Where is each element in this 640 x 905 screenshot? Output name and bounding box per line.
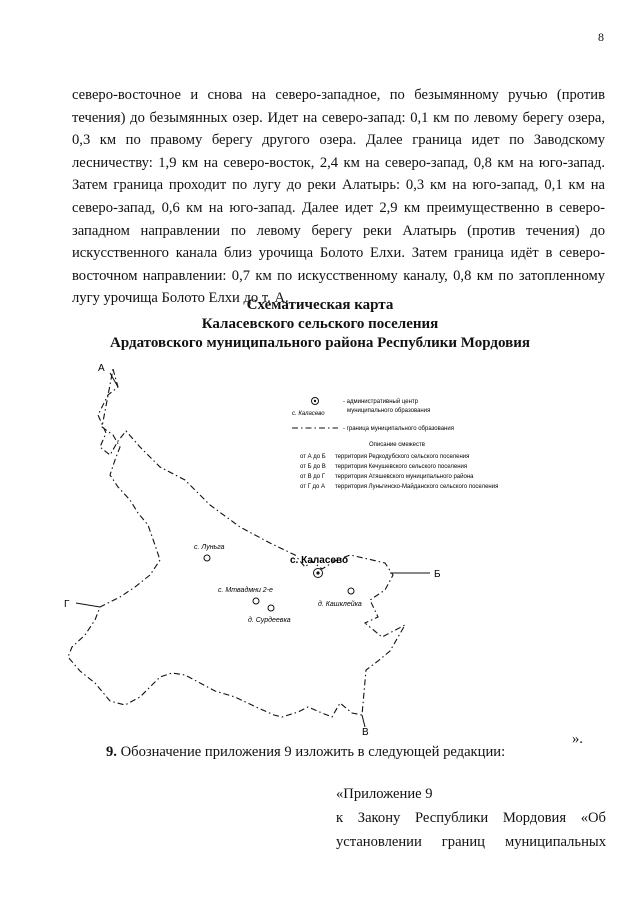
neighbor-text-3: территория Атяшевского муниципального района — [335, 474, 474, 480]
point-v-leader — [362, 715, 365, 727]
neighbor-text-4: территория Луньгинско-Майданского сельского поселения — [335, 484, 499, 490]
legend-center-desc-2: муниципального образования — [347, 408, 431, 414]
appendix-line-1: «Приложение 9 — [336, 786, 433, 802]
settlement-lunga — [194, 544, 225, 561]
settlement-marker-icon — [204, 555, 210, 561]
point-v-label: В — [362, 727, 369, 738]
settlement-kashkleika — [318, 588, 362, 608]
settlement-marker-icon — [253, 598, 259, 604]
neighbor-range-4: от Г до А — [300, 484, 326, 490]
neighbor-text-2: территория Кечушевского сельского поселения — [335, 464, 468, 470]
surodeevka-label: д. Сурдеевка — [248, 617, 291, 624]
settlement-surodeevka — [248, 605, 291, 624]
neighbor-range-3: от В до Г — [300, 474, 326, 480]
page-number: 8 — [598, 30, 604, 44]
map-title-line-1: Схематическая карта — [246, 297, 394, 313]
legend-border-desc: - граница муниципального образования — [343, 426, 454, 432]
settlement-center — [290, 555, 348, 578]
map-title-line-3: Ардатовского муниципального района Республики Мордовия — [110, 335, 530, 351]
neighbor-range-1: от А до Б — [300, 454, 326, 460]
kashkleika-label: д. Кашклейка — [318, 601, 362, 608]
legend-center-sample: с. Каласево — [292, 411, 325, 417]
municipal-boundary — [68, 369, 405, 717]
point-g-label: Г — [64, 599, 70, 610]
legend-center-desc-1: - административный центр — [343, 399, 418, 405]
schematic-map — [60, 355, 620, 745]
mtvadmny-label: с. Мтвадмни 2-е — [218, 587, 273, 594]
map-legend — [292, 398, 498, 491]
settlement-marker-icon — [348, 588, 354, 594]
appendix-line-2: к Закону Республики Мордовия «Об — [336, 810, 606, 826]
point-a-leader — [110, 373, 118, 387]
settlement-mtvadmny — [218, 586, 273, 604]
legend-neighbors-title: Описание смежеств — [369, 442, 425, 448]
item-9-number: 9. — [106, 744, 117, 760]
item-9-text: Обозначение приложения 9 изложить в следующей редакции: — [116, 744, 506, 760]
lunga-label: с. Луньга — [194, 544, 225, 551]
closing-quote: ». — [572, 731, 583, 747]
item-9-paragraph — [106, 744, 505, 761]
neighbor-range-2: от Б до В — [300, 464, 326, 470]
settlement-marker-icon — [268, 605, 274, 611]
center-label: с. Каласево — [290, 555, 349, 566]
point-a-label: А — [98, 363, 105, 374]
appendix-line-3: установлении границ муниципальных — [336, 834, 606, 850]
map-title-line-2: Каласевского сельского поселения — [201, 316, 439, 332]
neighbor-text-1: территория Редкодубского сельского поселения — [335, 454, 470, 460]
point-b-label: Б — [434, 569, 441, 580]
body-paragraph: северо-восточное и снова на северо-западное, по безымянному ручью (против течения) до безымянных озер. Идет на северо-запад: 0,1 км по левому берегу озера, 0,3 км по правому берегу другого озера. Далее граница идет по Заводскому лесничеству: 1,9 км на северо-восток, 2,4 км на северо-запад, 0,8 км на юго-запад. Затем граница проходит по лугу до реки Алатырь: 0,3 км на юго-запад, 0,1 км на северо-запад, 0,6 км на юго-запад. Далее идет 2,9 км преимущественно в северо-западном направлении по левому берегу реки Алатырь (против течения) до искусственного канала близ урочища Болото Елхи. Затем граница идёт в северо-восточном направлении: 0,7 км по искусственному каналу, 0,8 км по затопленному лугу урочища Болото Елхи до т. А. — [72, 87, 605, 307]
point-g-leader — [76, 603, 100, 607]
